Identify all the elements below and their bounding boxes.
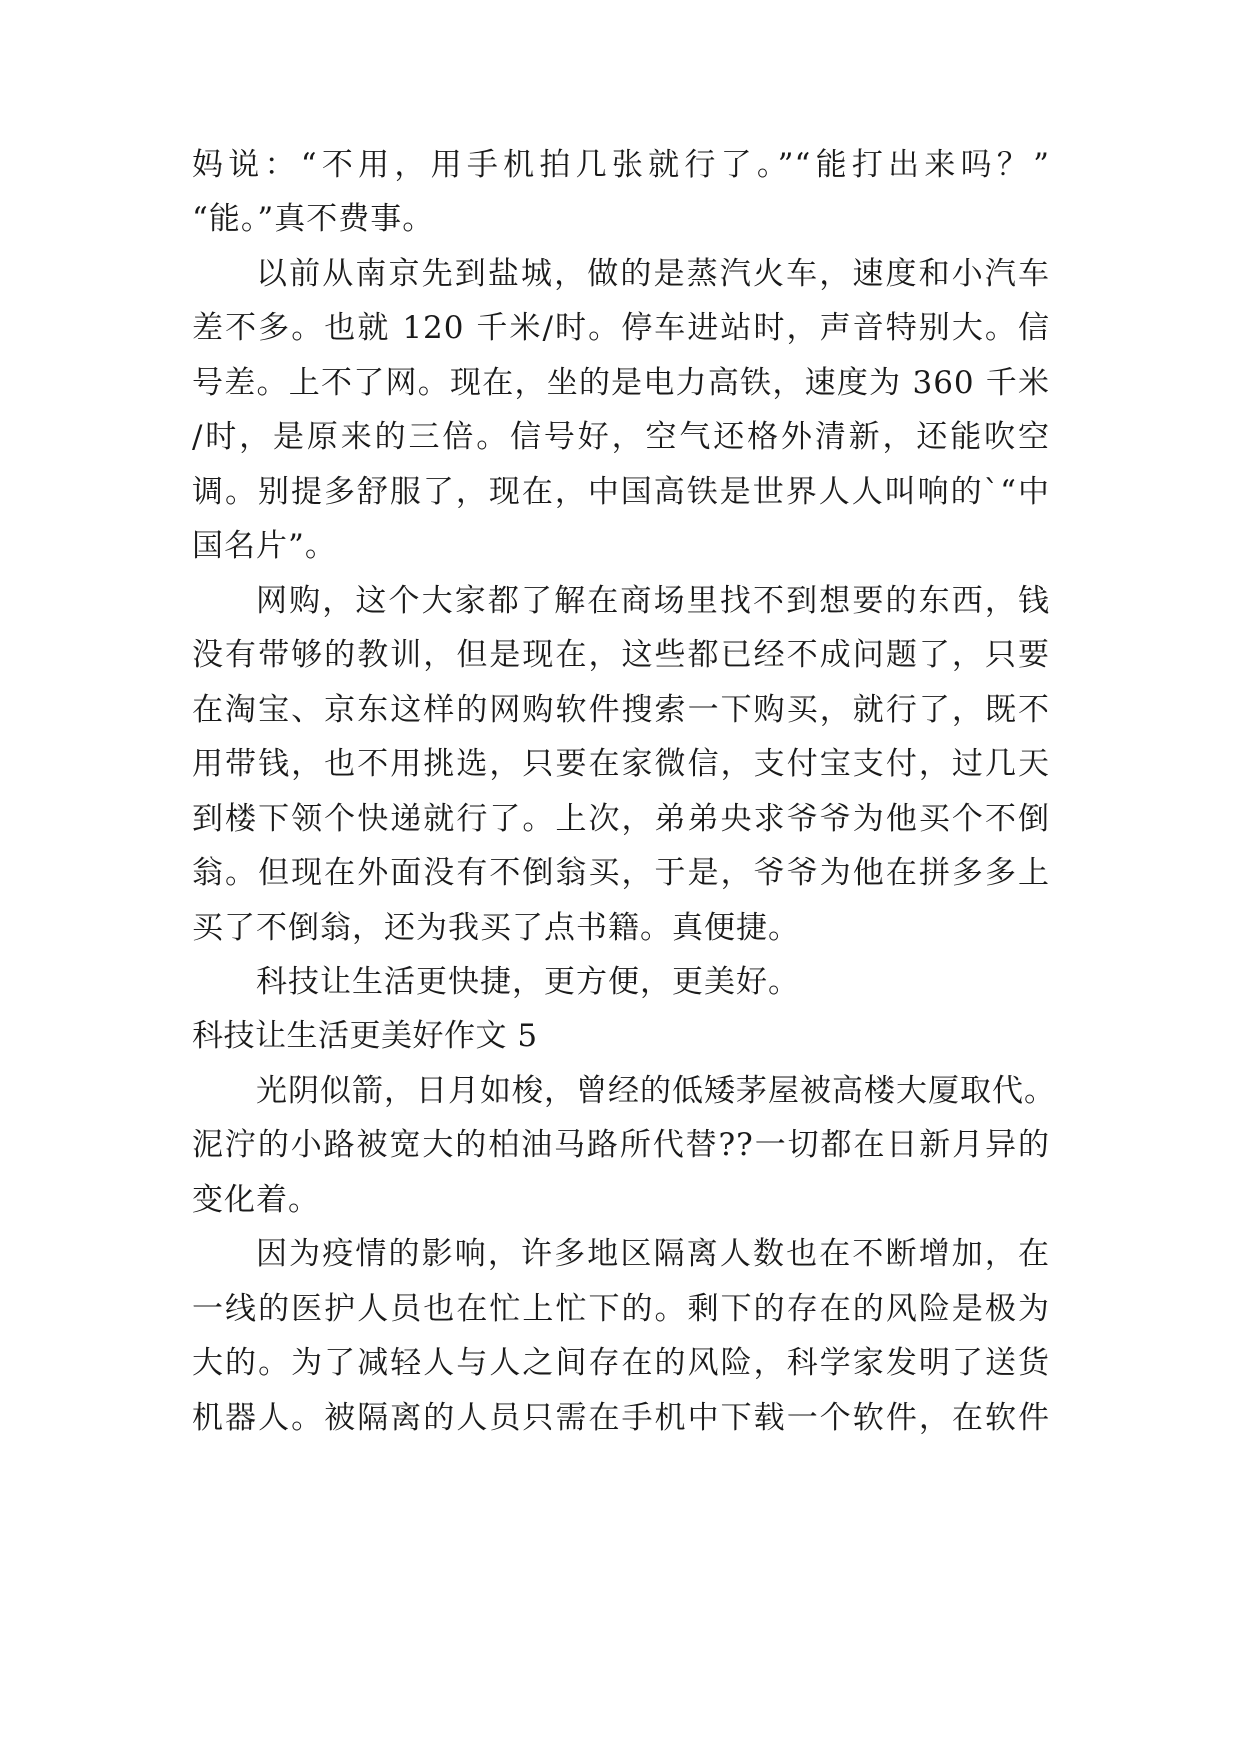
text-line: 科技让生活更快捷，更方便，更美好。: [256, 964, 800, 1000]
text-line: 网购，这个大家都了解在商场里找不到想要的东西，钱: [256, 583, 1050, 619]
text-line: 买了不倒翁，还为我买了点书籍。真便捷。: [192, 910, 800, 946]
text-line: 调。别提多舒服了，现在，中国高铁是世界人人叫响的`“中: [192, 474, 1050, 510]
text-line: 没有带够的教训，但是现在，这些都已经不成问题了，只要: [192, 637, 1050, 673]
text-line: 泥泞的小路被宽大的柏油马路所代替??一切都在日新月异的: [192, 1127, 1050, 1163]
text-line: 到楼下领个快递就行了。上次，弟弟央求爷爷为他买个不倒: [192, 801, 1050, 837]
text-line: 大的。为了减轻人与人之间存在的风险，科学家发明了送货: [192, 1345, 1050, 1381]
text-line: 国名片”。: [192, 528, 337, 564]
text-line: 机器人。被隔离的人员只需在手机中下载一个软件，在软件: [192, 1400, 1050, 1436]
essay-heading: 科技让生活更美好作文 5: [192, 1018, 538, 1054]
text-line: “能。”真不费事。: [192, 201, 435, 237]
text-line: 妈说：“不用，用手机拍几张就行了。”“能打出来吗？”: [192, 147, 1050, 183]
text-line: 光阴似箭，日月如梭，曾经的低矮茅屋被高楼大厦取代。: [256, 1073, 1056, 1109]
text-line: 以前从南京先到盐城，做的是蒸汽火车，速度和小汽车: [256, 256, 1050, 292]
text-line: 一线的医护人员也在忙上忙下的。剩下的存在的风险是极为: [192, 1291, 1050, 1327]
text-line: 翁。但现在外面没有不倒翁买，于是，爷爷为他在拼多多上: [192, 855, 1050, 891]
text-line: 在淘宝、京东这样的网购软件搜索一下购买，就行了，既不: [192, 692, 1050, 728]
text-line: 变化着。: [192, 1182, 320, 1218]
text-line: 用带钱，也不用挑选，只要在家微信，支付宝支付，过几天: [192, 746, 1050, 782]
text-line: 因为疫情的影响，许多地区隔离人数也在不断增加，在: [256, 1236, 1050, 1272]
text-line: 差不多。也就 120 千米/时。停车进站时，声音特别大。信: [192, 310, 1050, 346]
text-line: 号差。上不了网。现在，坐的是电力高铁，速度为 360 千米: [192, 365, 1050, 401]
text-line: /时，是原来的三倍。信号好，空气还格外清新，还能吹空: [192, 419, 1050, 455]
